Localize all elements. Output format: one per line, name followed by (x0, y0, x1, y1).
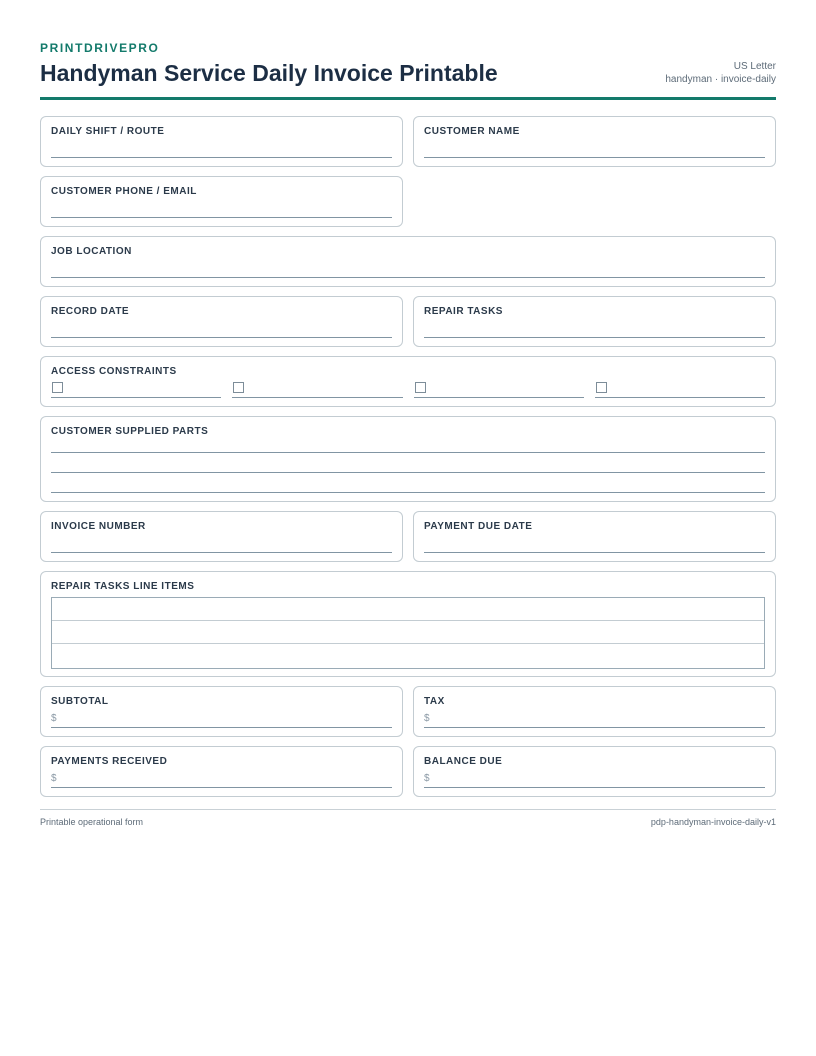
access-constraints-label: ACCESS CONSTRAINTS (51, 366, 177, 377)
checkbox-4-line[interactable] (595, 397, 765, 398)
checkbox-2-line[interactable] (232, 397, 403, 398)
page-title: Handyman Service Daily Invoice Printable (40, 60, 498, 86)
subtotal-currency: $ (51, 713, 57, 724)
customer-contact-field (40, 176, 403, 227)
record-date-input-line[interactable] (51, 337, 392, 338)
job-location-label: JOB LOCATION (51, 246, 132, 257)
repair-tasks-input-line[interactable] (424, 337, 765, 338)
invoice-number-input-line[interactable] (51, 552, 392, 553)
tax-currency: $ (424, 713, 430, 724)
subtotal-field (40, 686, 403, 737)
tax-label: TAX (424, 696, 445, 707)
checkbox-4[interactable] (596, 382, 607, 393)
customer-parts-line-2[interactable] (51, 472, 765, 473)
customer-name-input-line[interactable] (424, 157, 765, 158)
repair-tasks-field (413, 296, 776, 347)
checkbox-1[interactable] (52, 382, 63, 393)
table-row[interactable] (52, 598, 764, 621)
payment-due-date-field (413, 511, 776, 562)
customer-contact-input-line[interactable] (51, 217, 392, 218)
footer-rule (40, 809, 776, 810)
job-location-input-line[interactable] (51, 277, 765, 278)
checkbox-1-line[interactable] (51, 397, 221, 398)
record-date-label: RECORD DATE (51, 306, 130, 317)
balance-due-field (413, 746, 776, 797)
paper-size: US Letter (733, 61, 776, 72)
payments-received-currency: $ (51, 773, 57, 784)
checkbox-3[interactable] (415, 382, 426, 393)
customer-parts-label: CUSTOMER SUPPLIED PARTS (51, 426, 209, 437)
payment-due-date-input-line[interactable] (424, 552, 765, 553)
payments-received-input-line[interactable] (51, 787, 392, 788)
job-location-field (40, 236, 776, 287)
daily-shift-input-line[interactable] (51, 157, 392, 158)
brand-name: PRINTDRIVEPRO (40, 41, 160, 55)
line-items-field (40, 571, 776, 677)
subtotal-label: SUBTOTAL (51, 696, 109, 707)
payments-received-field (40, 746, 403, 797)
payment-due-date-label: PAYMENT DUE DATE (424, 521, 533, 532)
checkbox-3-line[interactable] (414, 397, 584, 398)
customer-parts-field (40, 416, 776, 502)
daily-shift-field (40, 116, 403, 167)
customer-contact-label: CUSTOMER PHONE / EMAIL (51, 186, 197, 197)
access-constraints-field (40, 356, 776, 407)
customer-name-label: CUSTOMER NAME (424, 126, 520, 137)
checkbox-2[interactable] (233, 382, 244, 393)
line-items-table (51, 597, 765, 669)
subtotal-input-line[interactable] (51, 727, 392, 728)
balance-due-label: BALANCE DUE (424, 756, 503, 767)
footer-form-id: pdp-handyman-invoice-daily-v1 (650, 817, 776, 827)
invoice-number-field (40, 511, 403, 562)
repair-tasks-label: REPAIR TASKS (424, 306, 503, 317)
line-items-label: REPAIR TASKS LINE ITEMS (51, 581, 195, 592)
header-rule (40, 97, 776, 100)
record-date-field (40, 296, 403, 347)
table-row[interactable] (52, 644, 764, 667)
tax-input-line[interactable] (424, 727, 765, 728)
customer-name-field (413, 116, 776, 167)
tax-field (413, 686, 776, 737)
customer-parts-line-1[interactable] (51, 452, 765, 453)
table-row[interactable] (52, 621, 764, 644)
form-tags: handyman · invoice-daily (665, 74, 776, 85)
balance-due-currency: $ (424, 773, 430, 784)
payments-received-label: PAYMENTS RECEIVED (51, 756, 168, 767)
customer-parts-line-3[interactable] (51, 492, 765, 493)
daily-shift-label: DAILY SHIFT / ROUTE (51, 126, 165, 137)
balance-due-input-line[interactable] (424, 787, 765, 788)
page-meta (665, 60, 776, 86)
footer-left-text: Printable operational form (40, 817, 144, 827)
invoice-number-label: INVOICE NUMBER (51, 521, 146, 532)
